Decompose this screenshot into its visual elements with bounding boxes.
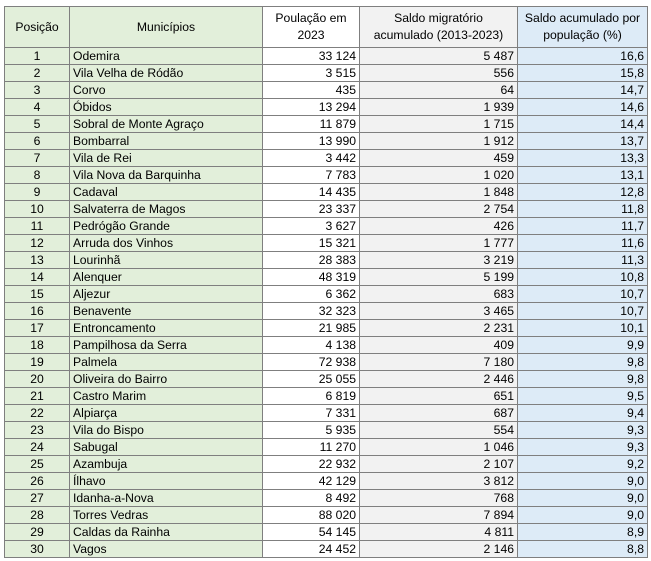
cell-population: 48 319 [263,269,360,286]
cell-position: 10 [5,201,70,218]
cell-municipality: Pedrógão Grande [70,218,263,235]
cell-municipality: Alenquer [70,269,263,286]
cell-balance-ratio: 10,7 [518,286,648,303]
cell-population: 33 124 [263,48,360,65]
cell-balance-ratio: 9,0 [518,490,648,507]
table-row [5,99,648,116]
cell-population: 6 819 [263,388,360,405]
cell-population: 11 879 [263,116,360,133]
cell-migration-balance: 64 [360,82,518,99]
cell-population: 13 294 [263,99,360,116]
cell-municipality: Sabugal [70,439,263,456]
cell-balance-ratio: 13,1 [518,167,648,184]
cell-municipality: Cadaval [70,184,263,201]
cell-migration-balance: 409 [360,337,518,354]
cell-migration-balance: 683 [360,286,518,303]
cell-balance-ratio: 11,8 [518,201,648,218]
cell-position: 27 [5,490,70,507]
table-row [5,286,648,303]
cell-population: 3 515 [263,65,360,82]
cell-position: 6 [5,133,70,150]
cell-position: 1 [5,48,70,65]
table-row [5,218,648,235]
cell-balance-ratio: 16,6 [518,48,648,65]
cell-balance-ratio: 9,9 [518,337,648,354]
cell-balance-ratio: 10,1 [518,320,648,337]
table-row [5,422,648,439]
cell-balance-ratio: 10,8 [518,269,648,286]
cell-municipality: Corvo [70,82,263,99]
cell-migration-balance: 1 777 [360,235,518,252]
cell-municipality: Torres Vedras [70,507,263,524]
cell-balance-ratio: 9,3 [518,422,648,439]
cell-migration-balance: 2 231 [360,320,518,337]
cell-municipality: Lourinhã [70,252,263,269]
table-row [5,473,648,490]
table-row [5,167,648,184]
cell-migration-balance: 2 754 [360,201,518,218]
cell-balance-ratio: 9,4 [518,405,648,422]
cell-population: 435 [263,82,360,99]
cell-balance-ratio: 15,8 [518,65,648,82]
table-row [5,524,648,541]
table-row [5,116,648,133]
cell-balance-ratio: 13,3 [518,150,648,167]
cell-municipality: Arruda dos Vinhos [70,235,263,252]
cell-balance-ratio: 14,7 [518,82,648,99]
cell-municipality: Vila de Rei [70,150,263,167]
cell-population: 15 321 [263,235,360,252]
cell-position: 26 [5,473,70,490]
cell-migration-balance: 1 939 [360,99,518,116]
cell-migration-balance: 3 812 [360,473,518,490]
cell-municipality: Caldas da Rainha [70,524,263,541]
cell-migration-balance: 687 [360,405,518,422]
cell-municipality: Pampilhosa da Serra [70,337,263,354]
cell-migration-balance: 1 848 [360,184,518,201]
cell-municipality: Vila Velha de Ródão [70,65,263,82]
cell-municipality: Benavente [70,303,263,320]
cell-municipality: Entroncamento [70,320,263,337]
cell-population: 5 935 [263,422,360,439]
cell-position: 16 [5,303,70,320]
header-population: Poulação em 2023 [263,7,360,48]
cell-position: 20 [5,371,70,388]
cell-population: 23 337 [263,201,360,218]
header-migration-balance: Saldo migratório acumulado (2013-2023) [360,7,518,48]
header-balance-ratio: Saldo acumulado por população (%) [518,7,648,48]
cell-position: 22 [5,405,70,422]
cell-balance-ratio: 8,9 [518,524,648,541]
cell-migration-balance: 556 [360,65,518,82]
cell-municipality: Salvaterra de Magos [70,201,263,218]
cell-position: 5 [5,116,70,133]
cell-balance-ratio: 12,8 [518,184,648,201]
ranking-table [4,6,648,558]
cell-municipality: Bombarral [70,133,263,150]
cell-population: 3 442 [263,150,360,167]
cell-position: 13 [5,252,70,269]
cell-migration-balance: 554 [360,422,518,439]
cell-municipality: Sobral de Monte Agraço [70,116,263,133]
cell-population: 88 020 [263,507,360,524]
cell-population: 24 452 [263,541,360,558]
header-row [5,7,648,48]
cell-municipality: Oliveira do Bairro [70,371,263,388]
cell-population: 4 138 [263,337,360,354]
table-row [5,82,648,99]
cell-population: 6 362 [263,286,360,303]
cell-balance-ratio: 13,7 [518,133,648,150]
cell-migration-balance: 426 [360,218,518,235]
table-row [5,65,648,82]
cell-migration-balance: 7 180 [360,354,518,371]
cell-population: 42 129 [263,473,360,490]
table-row [5,490,648,507]
table-row [5,388,648,405]
cell-migration-balance: 768 [360,490,518,507]
cell-municipality: Alpiarça [70,405,263,422]
cell-balance-ratio: 11,6 [518,235,648,252]
cell-position: 12 [5,235,70,252]
table-row [5,235,648,252]
cell-position: 11 [5,218,70,235]
table-row [5,184,648,201]
cell-balance-ratio: 14,4 [518,116,648,133]
cell-migration-balance: 2 446 [360,371,518,388]
cell-migration-balance: 651 [360,388,518,405]
cell-position: 17 [5,320,70,337]
cell-balance-ratio: 14,6 [518,99,648,116]
cell-population: 22 932 [263,456,360,473]
cell-balance-ratio: 10,7 [518,303,648,320]
cell-migration-balance: 5 487 [360,48,518,65]
table-row [5,354,648,371]
cell-balance-ratio: 9,0 [518,473,648,490]
cell-position: 23 [5,422,70,439]
cell-balance-ratio: 9,0 [518,507,648,524]
cell-population: 13 990 [263,133,360,150]
cell-municipality: Ílhavo [70,473,263,490]
cell-position: 21 [5,388,70,405]
cell-population: 21 985 [263,320,360,337]
table-row [5,439,648,456]
cell-position: 30 [5,541,70,558]
table-row [5,371,648,388]
cell-position: 8 [5,167,70,184]
cell-migration-balance: 7 894 [360,507,518,524]
cell-position: 28 [5,507,70,524]
cell-population: 28 383 [263,252,360,269]
cell-population: 72 938 [263,354,360,371]
cell-population: 7 783 [263,167,360,184]
table-row [5,150,648,167]
cell-migration-balance: 3 219 [360,252,518,269]
table-row [5,337,648,354]
cell-position: 14 [5,269,70,286]
cell-population: 14 435 [263,184,360,201]
cell-migration-balance: 2 146 [360,541,518,558]
cell-municipality: Vila do Bispo [70,422,263,439]
cell-migration-balance: 5 199 [360,269,518,286]
table-row [5,456,648,473]
cell-population: 54 145 [263,524,360,541]
table-row [5,320,648,337]
cell-balance-ratio: 11,7 [518,218,648,235]
cell-migration-balance: 1 715 [360,116,518,133]
cell-balance-ratio: 9,8 [518,354,648,371]
cell-position: 4 [5,99,70,116]
table-row [5,269,648,286]
cell-position: 3 [5,82,70,99]
cell-municipality: Azambuja [70,456,263,473]
table-row [5,405,648,422]
cell-population: 7 331 [263,405,360,422]
cell-balance-ratio: 9,2 [518,456,648,473]
cell-municipality: Aljezur [70,286,263,303]
cell-migration-balance: 1 912 [360,133,518,150]
cell-position: 15 [5,286,70,303]
table-row [5,252,648,269]
cell-population: 25 055 [263,371,360,388]
cell-position: 2 [5,65,70,82]
table-row [5,303,648,320]
cell-position: 24 [5,439,70,456]
cell-position: 9 [5,184,70,201]
cell-position: 19 [5,354,70,371]
cell-position: 7 [5,150,70,167]
cell-position: 25 [5,456,70,473]
cell-population: 32 323 [263,303,360,320]
table-row [5,541,648,558]
cell-migration-balance: 1 046 [360,439,518,456]
cell-municipality: Idanha-a-Nova [70,490,263,507]
cell-municipality: Vila Nova da Barquinha [70,167,263,184]
cell-municipality: Odemira [70,48,263,65]
cell-balance-ratio: 8,8 [518,541,648,558]
cell-migration-balance: 4 811 [360,524,518,541]
cell-population: 11 270 [263,439,360,456]
cell-migration-balance: 3 465 [360,303,518,320]
cell-migration-balance: 459 [360,150,518,167]
table-row [5,201,648,218]
cell-population: 3 627 [263,218,360,235]
cell-balance-ratio: 9,8 [518,371,648,388]
cell-municipality: Palmela [70,354,263,371]
cell-municipality: Vagos [70,541,263,558]
cell-population: 8 492 [263,490,360,507]
table-row [5,48,648,65]
cell-position: 29 [5,524,70,541]
cell-balance-ratio: 11,3 [518,252,648,269]
cell-balance-ratio: 9,3 [518,439,648,456]
cell-balance-ratio: 9,5 [518,388,648,405]
cell-migration-balance: 2 107 [360,456,518,473]
header-municipality: Municípios [70,7,263,48]
table-row [5,133,648,150]
cell-municipality: Óbidos [70,99,263,116]
cell-migration-balance: 1 020 [360,167,518,184]
table-body [5,48,648,558]
cell-position: 18 [5,337,70,354]
table-row [5,507,648,524]
header-position: Posição [5,7,70,48]
cell-municipality: Castro Marim [70,388,263,405]
